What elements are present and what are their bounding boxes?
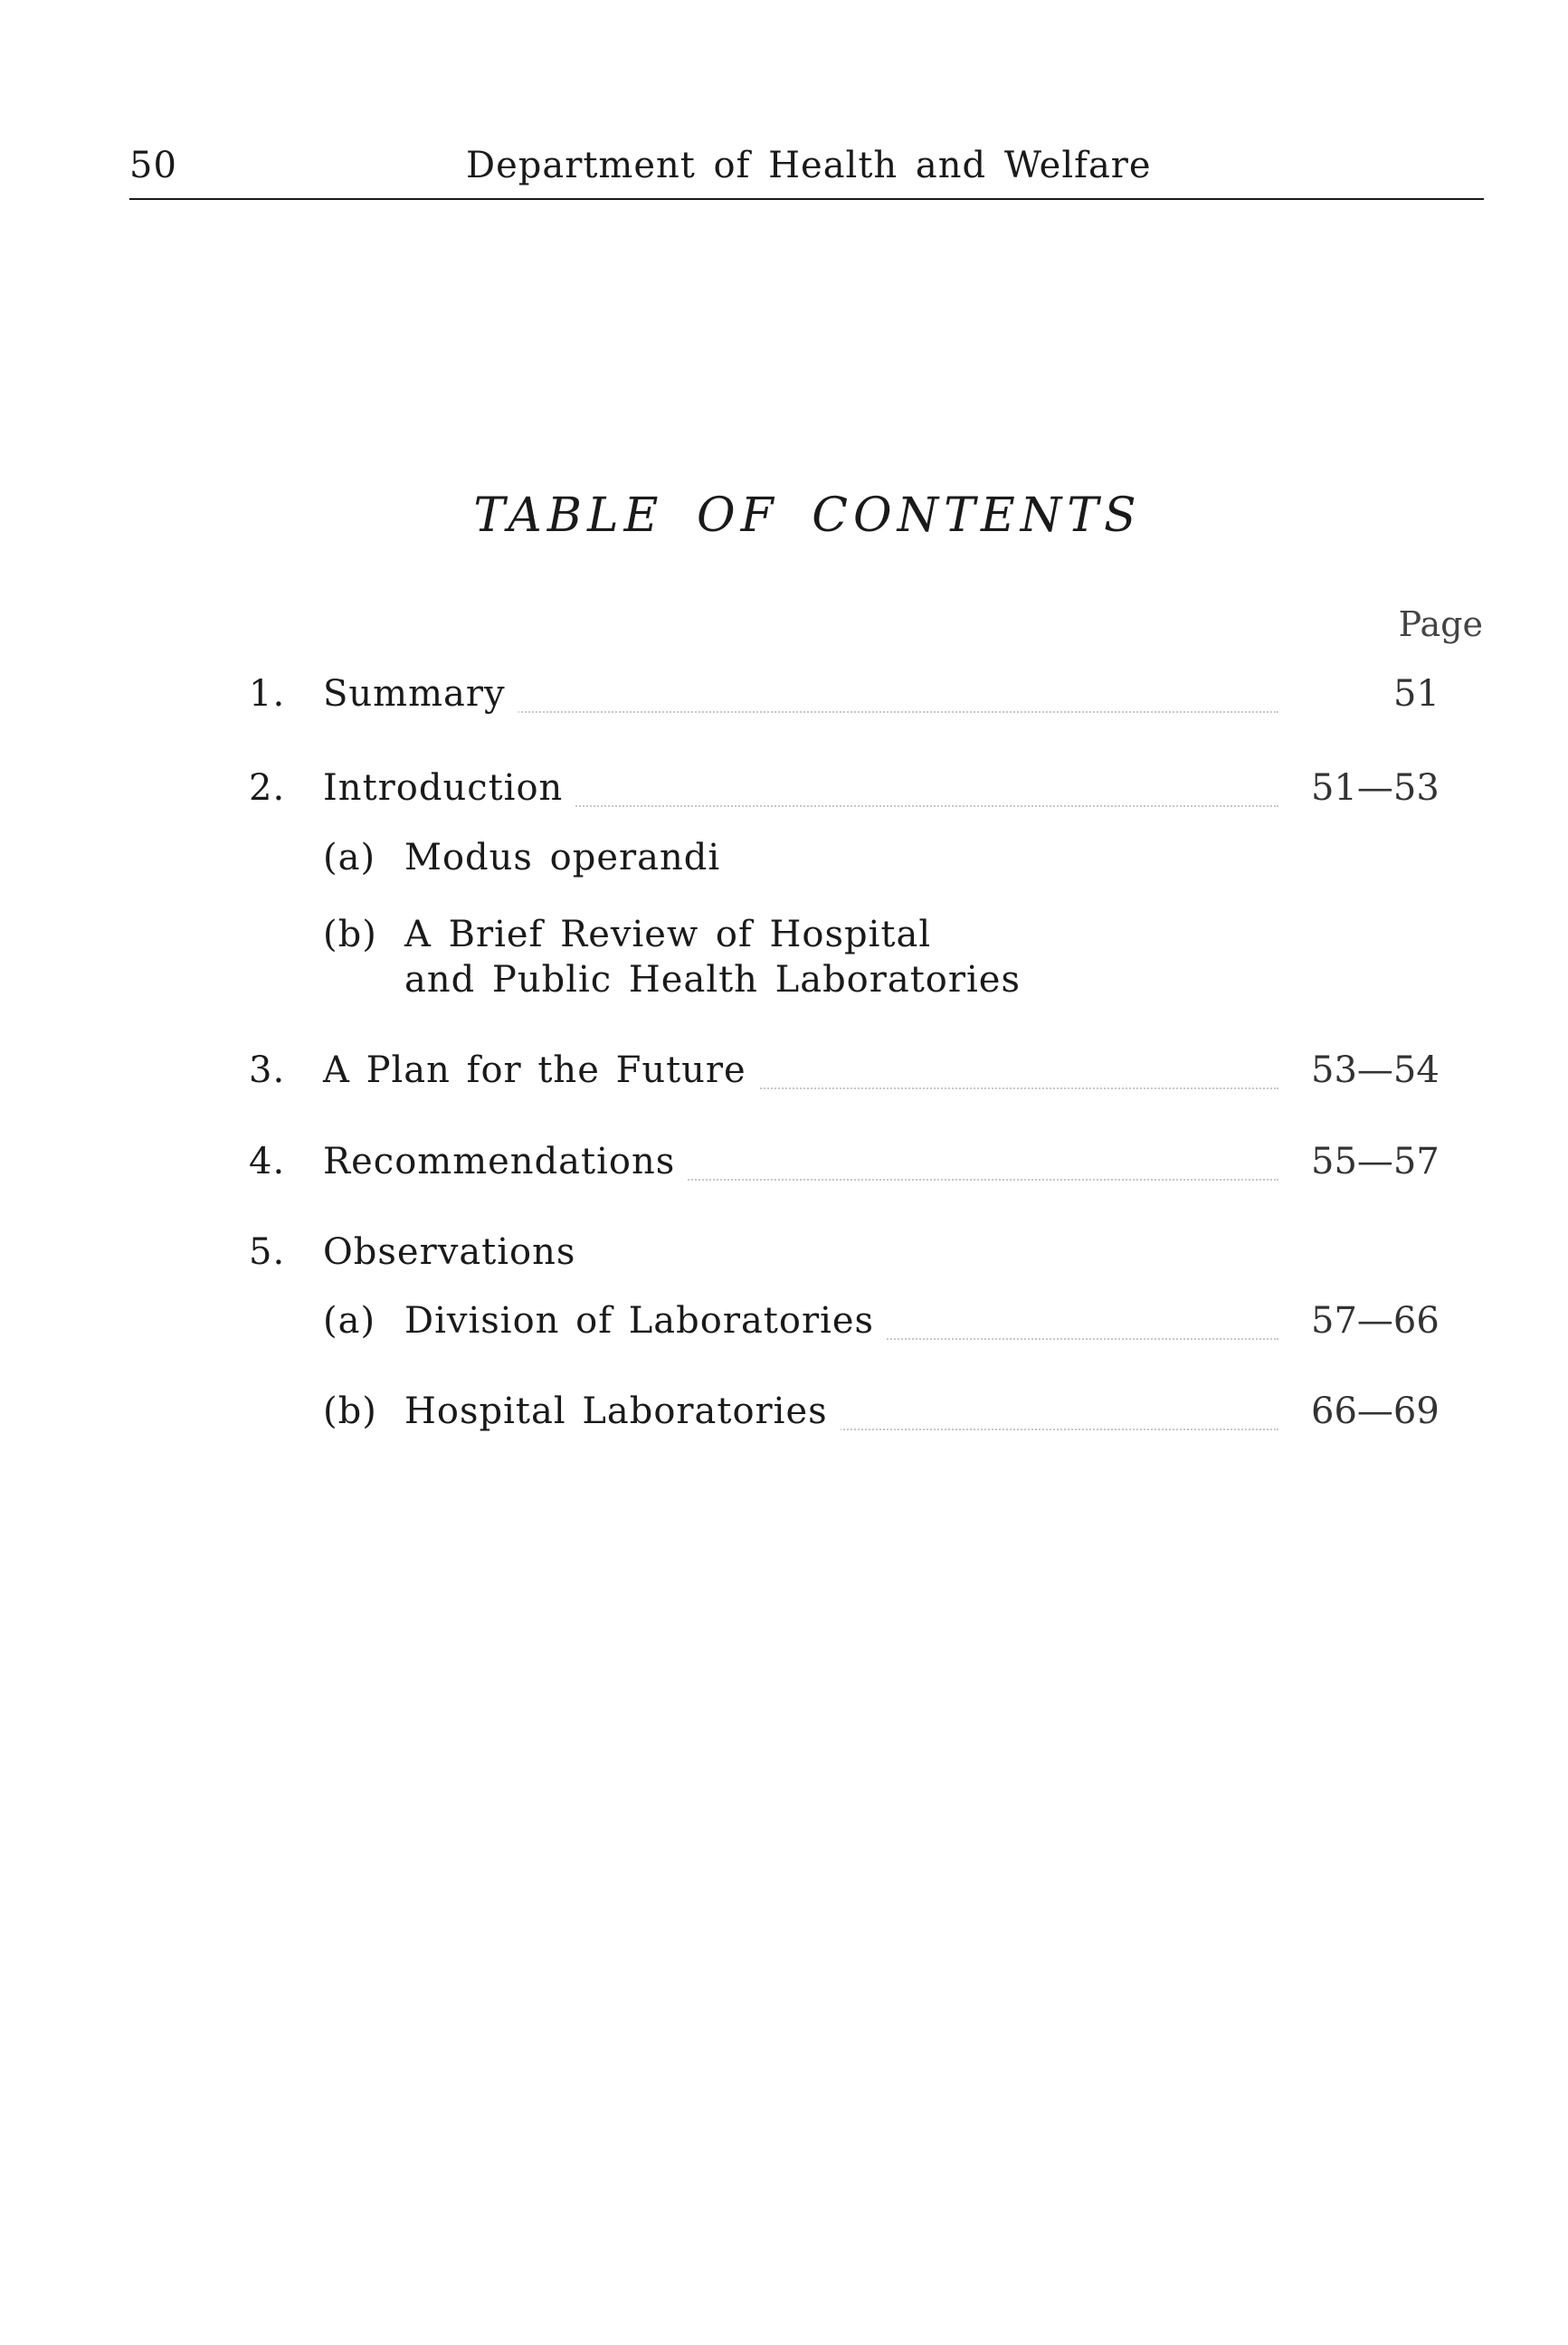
toc-entry-observations bbox=[0, 1231, 1568, 1282]
entry-pages: 66—69 bbox=[1311, 1391, 1440, 1432]
entry-pages: 55—57 bbox=[1311, 1141, 1440, 1182]
toc-subentry-modus-operandi bbox=[323, 837, 720, 878]
subentry-tag: (b) bbox=[323, 914, 377, 955]
toc-subentry-brief-review bbox=[323, 914, 931, 955]
toc-entry-plan-for-future bbox=[0, 1049, 1568, 1100]
subentry-tag: (a) bbox=[323, 837, 376, 878]
page-column-label: Page bbox=[1398, 604, 1483, 644]
subentry-continuation: and Public Health Laboratories bbox=[404, 959, 1021, 1001]
entry-number: 2. bbox=[249, 767, 286, 809]
toc-entry-summary bbox=[0, 673, 1568, 724]
subentry-title: Modus operandi bbox=[404, 837, 721, 878]
subentry-title: Hospital Laboratories bbox=[404, 1391, 828, 1432]
entry-pages: 57—66 bbox=[1311, 1300, 1440, 1342]
subentry-title: Division of Laboratories bbox=[404, 1300, 875, 1342]
entry-number: 1. bbox=[249, 673, 286, 715]
toc-title: TABLE OF CONTENTS bbox=[473, 489, 1142, 543]
toc-entry-introduction bbox=[0, 767, 1568, 818]
entry-title: Recommendations bbox=[323, 1141, 688, 1182]
subentry-label bbox=[323, 1391, 841, 1432]
subentry-label bbox=[323, 1300, 887, 1342]
header-rule bbox=[129, 198, 1484, 200]
subentry-tag: (a) bbox=[323, 1300, 376, 1342]
toc-subentry-division-of-laboratories bbox=[0, 1300, 1568, 1351]
running-head: Department of Health and Welfare bbox=[466, 145, 1152, 186]
toc-subentry-hospital-laboratories bbox=[0, 1391, 1568, 1441]
entry-pages: 51 bbox=[1393, 673, 1440, 715]
entry-title: Observations bbox=[323, 1231, 588, 1273]
entry-title: Introduction bbox=[323, 767, 575, 809]
entry-pages: 51—53 bbox=[1311, 767, 1440, 809]
entry-title: A Plan for the Future bbox=[323, 1049, 759, 1091]
entry-number: 3. bbox=[249, 1049, 286, 1091]
subentry-tag: (b) bbox=[323, 1391, 377, 1432]
entry-number: 4. bbox=[249, 1141, 286, 1182]
subentry-title: A Brief Review of Hospital bbox=[404, 914, 932, 955]
toc-entry-recommendations bbox=[0, 1141, 1568, 1191]
entry-title: Summary bbox=[323, 673, 518, 715]
entry-number: 5. bbox=[249, 1231, 286, 1273]
page-number: 50 bbox=[129, 145, 177, 186]
entry-pages: 53—54 bbox=[1311, 1049, 1440, 1091]
